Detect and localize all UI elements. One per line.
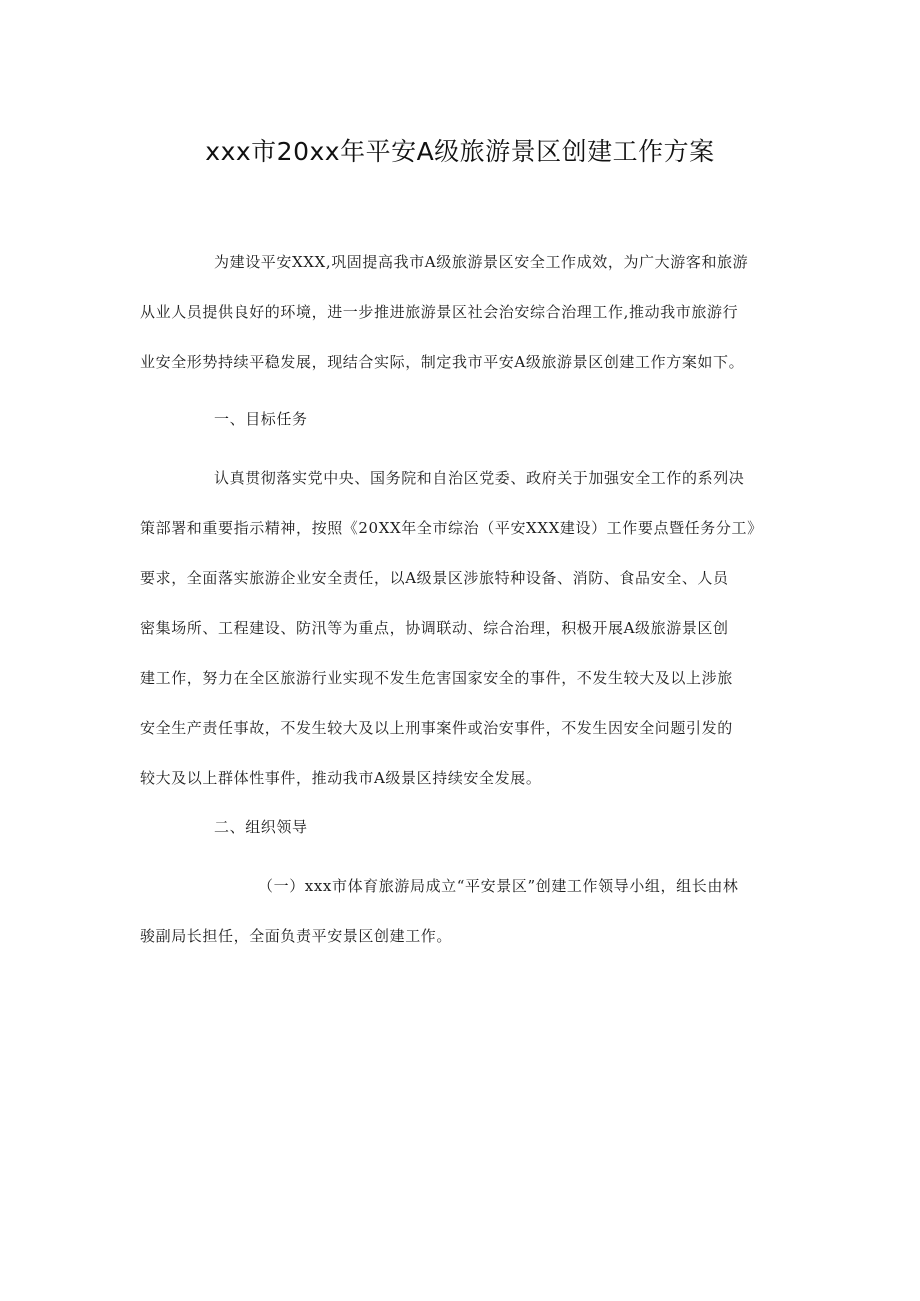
paragraph-line: 建工作，努力在全区旅游行业实现不发生危害国家安全的事件，不发生较大及以上涉旅 bbox=[140, 669, 733, 687]
organization-item-1 bbox=[140, 874, 794, 949]
paragraph-line: 认真贯彻落实党中央、国务院和自治区党委、政府关于加强安全工作的系列决 bbox=[214, 469, 745, 487]
paragraph-line: 策部署和重要指示精神，按照《20XX年全市综治（平安XXX建设）工作要点暨任务分工》 bbox=[140, 519, 763, 537]
paragraph-line: 较大及以上群体性事件，推动我市A级景区持续安全发展。 bbox=[140, 769, 542, 787]
paragraph-line: （一）xxx市体育旅游局成立“平安景区”创建工作领导小组，组长由林 bbox=[258, 877, 739, 895]
section-heading-organization: 二、组织领导 bbox=[214, 818, 308, 836]
paragraph-line: 从业人员提供良好的环境，进一步推进旅游景区社会治安综合治理工作,推动我市旅游行 bbox=[140, 303, 739, 321]
paragraph-line: 安全生产责任事故，不发生较大及以上刑事案件或治安事件，不发生因安全问题引发的 bbox=[140, 719, 733, 737]
paragraph-line: 为建设平安XXX,巩固提高我市A级旅游景区安全工作成效，为广大游客和旅游 bbox=[214, 253, 749, 271]
paragraph-line: 密集场所、工程建设、防汛等为重点，协调联动、综合治理，积极开展A级旅游景区创 bbox=[140, 619, 729, 637]
goals-paragraph bbox=[140, 466, 794, 791]
paragraph-line: 业安全形势持续平稳发展，现结合实际，制定我市平安A级旅游景区创建工作方案如下。 bbox=[140, 353, 745, 371]
paragraph-line: 骏副局长担任，全面负责平安景区创建工作。 bbox=[140, 927, 453, 945]
section-heading-goals: 一、目标任务 bbox=[214, 410, 308, 428]
document-title: xxx市20xx年平安A级旅游景区创建工作方案 bbox=[205, 137, 715, 166]
intro-paragraph bbox=[140, 250, 794, 375]
paragraph-line: 要求，全面落实旅游企业安全责任，以A级景区涉旅特种设备、消防、食品安全、人员 bbox=[140, 569, 729, 587]
